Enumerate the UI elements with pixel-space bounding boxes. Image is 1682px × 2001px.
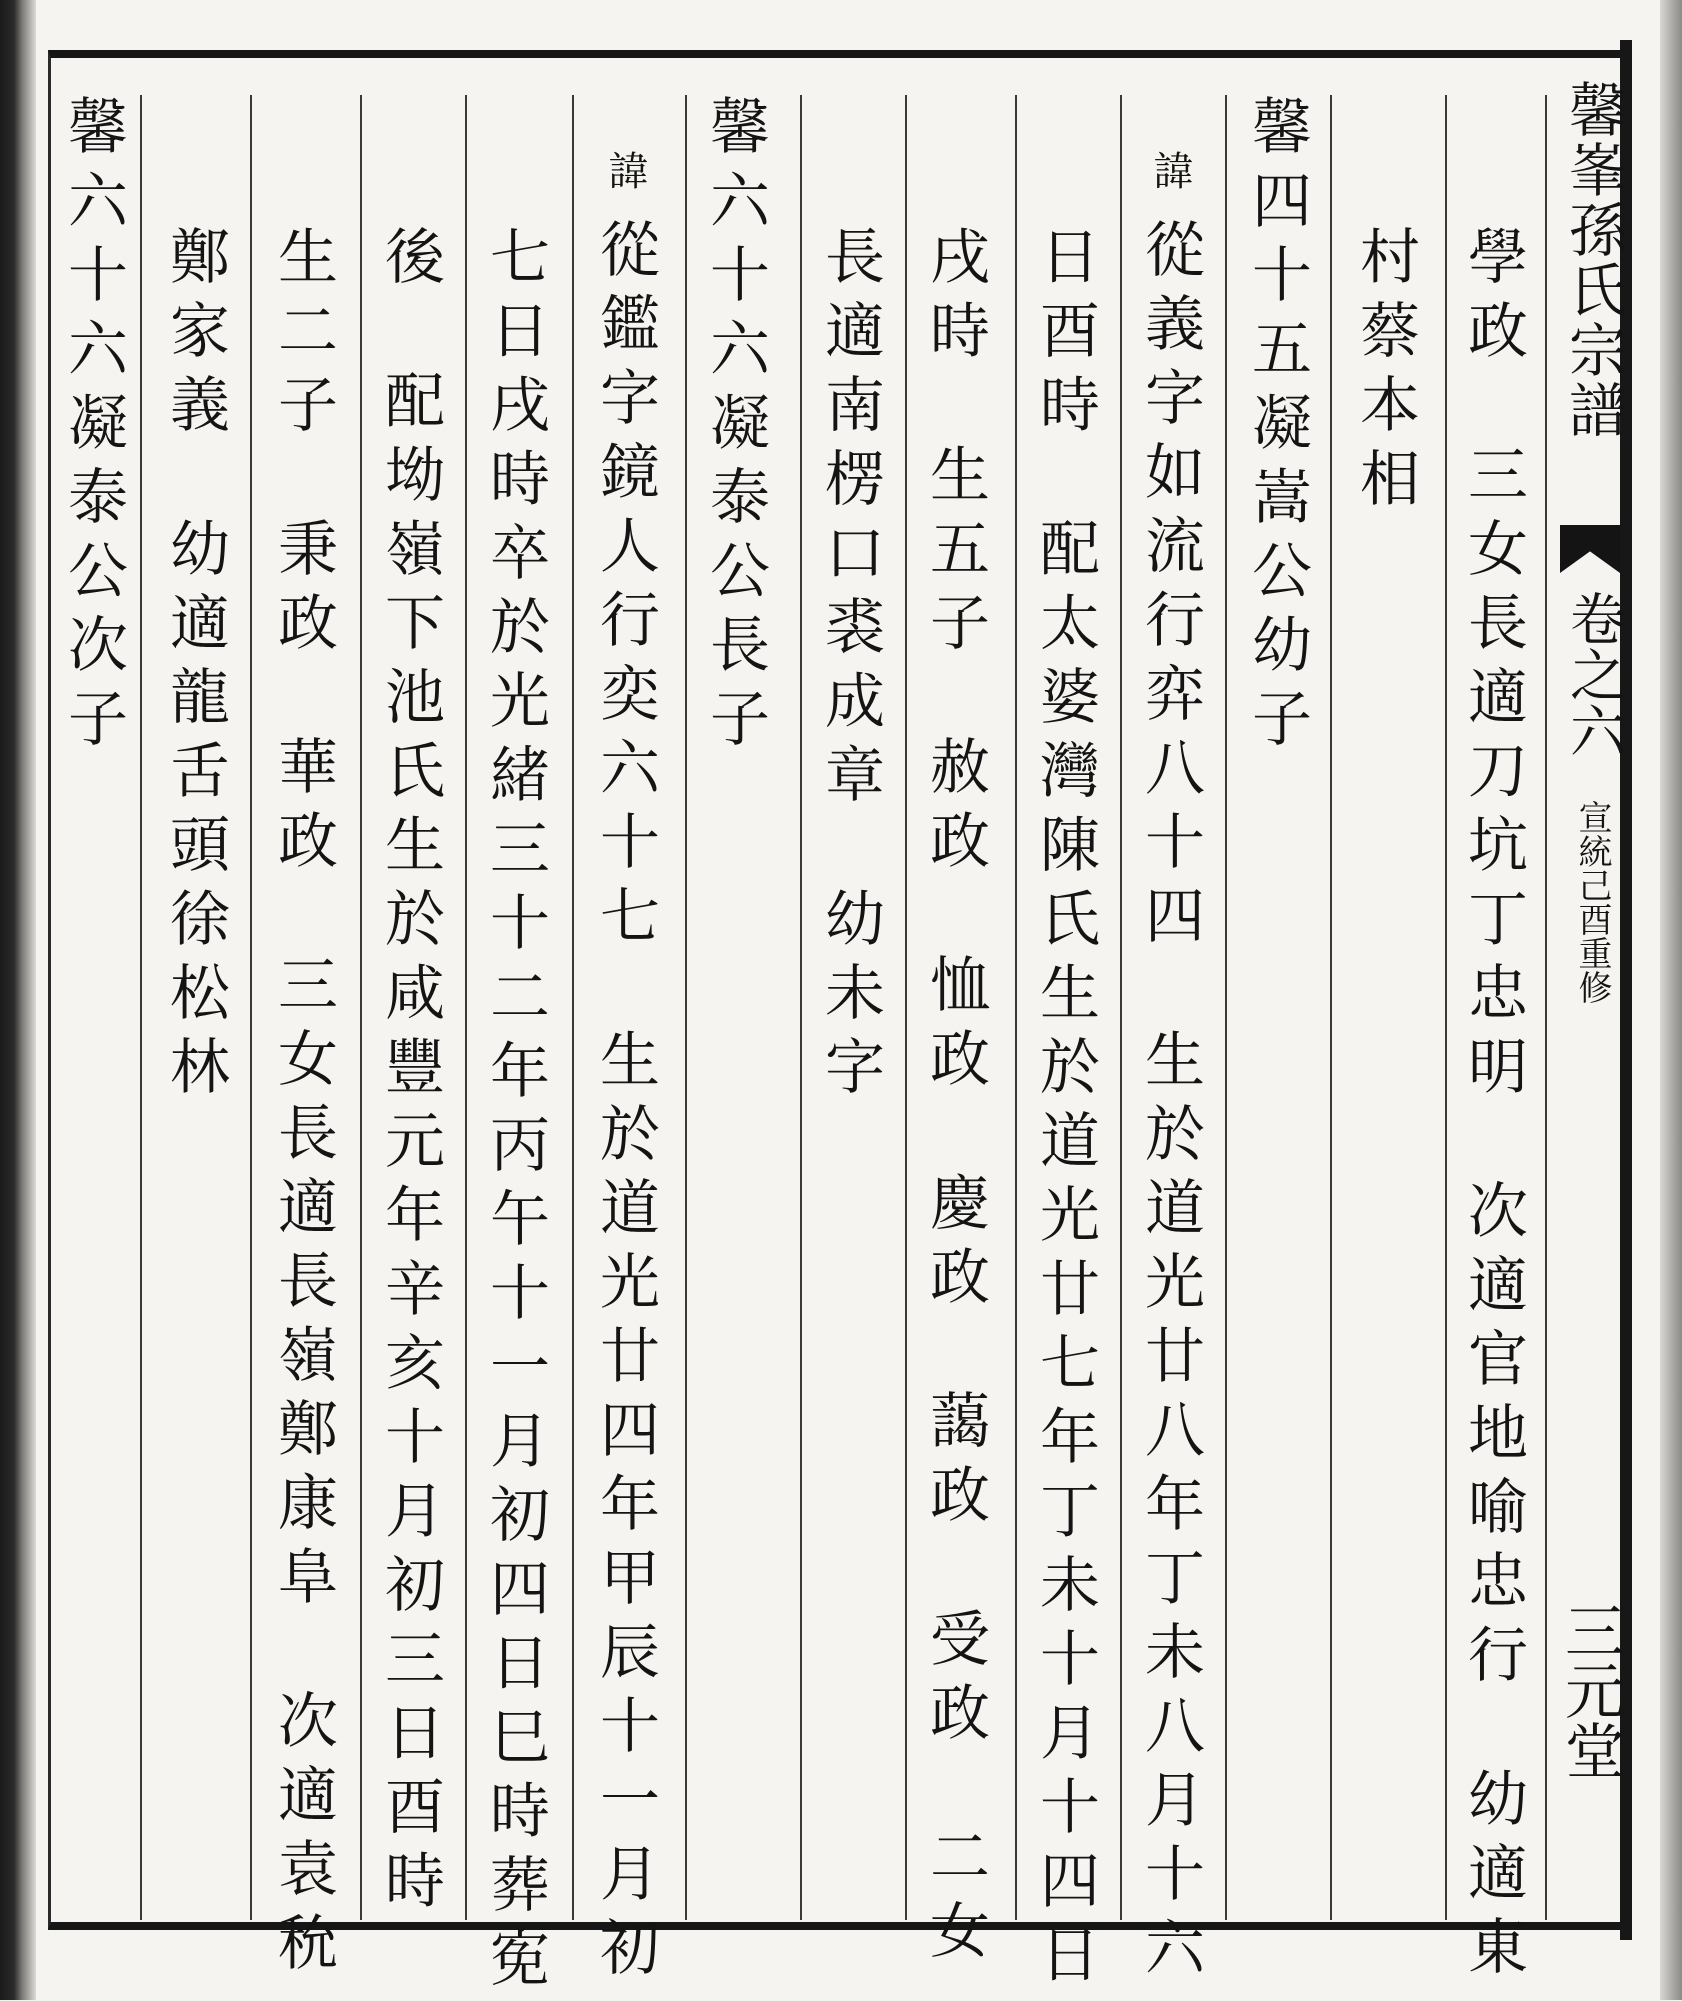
text-column-3 [1232,95,1322,761]
page-edge [1660,0,1682,2000]
column-rule [1330,95,1332,1920]
text-column-13 [150,225,240,1109]
column-text: 恤政 [920,953,990,1101]
volume-text: 卷之六 [1561,590,1626,758]
column-text: 次適袁𥝲 [268,1689,338,1985]
column-rule [572,95,574,1920]
column-text: 生五子 [920,443,990,665]
column-text: 幼適東 [1458,1767,1528,1989]
text-column-1 [1448,225,1538,1989]
column-text: 華政 [268,735,338,883]
column-text: 馨六十六凝泰公次子 [58,95,128,761]
column-rule [465,95,467,1920]
column-text: 二女 [920,1825,990,1973]
text-column-11 [365,225,455,1923]
column-text: 學政 [1458,225,1528,373]
text-column-6 [910,225,1000,1973]
column-text: 從義字如流行弈八十四 [1135,218,1205,958]
column-text: 生於道光廿四年甲辰十一月初 [590,1028,660,1990]
column-text: 幼未字 [815,887,885,1109]
book-title [1559,80,1627,440]
column-rule [1225,95,1227,1920]
hall-text: 三元堂 [1555,1600,1625,1780]
column-rule [1015,95,1017,1920]
column-text: 三女長適長嶺鄭康阜 [268,953,338,1619]
column-text: 從鑑字鏡人行奕六十七 [590,218,660,958]
text-column-7 [805,225,895,1109]
column-rule [1445,95,1447,1920]
text-column-10 [470,225,560,2001]
volume-label [1561,590,1626,758]
column-text: 長適南楞口裘成章 [815,225,885,817]
text-column-8 [690,95,780,761]
text-column-5 [1020,225,1110,1997]
column-text: 生於道光廿八年丁未八月十六 [1135,1028,1205,1990]
column-text: 戌時 [920,225,990,373]
column-text: 幼適龍舌頭徐松林 [160,517,230,1109]
column-rule [1545,95,1547,1920]
column-rule [250,95,252,1920]
column-text: 生二子 [268,225,338,447]
column-rule [905,95,907,1920]
text-column-9 [580,150,670,1990]
column-text: 日酉時 [1030,225,1100,447]
edition-note [1572,800,1612,1004]
column-text: 馨四十五凝嵩公幼子 [1242,95,1312,761]
title-text: 馨峯孫氏宗譜 [1559,80,1627,440]
column-text: 鄭家義 [160,225,230,447]
column-text: 配坳嶺下池氏生於咸豐元年辛亥十月初三日酉時 [375,369,445,1923]
column-text: 次適官地喻忠行 [1458,1179,1528,1697]
column-text: 七日戌時卒於光緒三十二年丙午十一月初四日巳時葬𡨚 [480,225,550,2001]
column-text: 慶政 [920,1171,990,1319]
column-text: 馨六十六凝泰公長子 [700,95,770,761]
text-column-12 [258,225,348,1985]
column-rule [140,95,142,1920]
column-rule [360,95,362,1920]
edition-text: 宣統己酉重修 [1572,800,1612,1004]
text-column-2 [1340,225,1430,521]
column-text: 秉政 [268,517,338,665]
column-text: 諱 [602,150,648,218]
column-text: 諱 [1147,150,1193,218]
column-text: 配太婆灣陳氏生於道光廿七年丁未十月十四日 [1030,517,1100,1997]
column-text: 赦政 [920,735,990,883]
column-text: 三女長適刀坑丁忠明 [1458,443,1528,1109]
column-rule [1120,95,1122,1920]
text-column-4 [1125,150,1215,1990]
column-text: 受政 [920,1607,990,1755]
column-text: 藹政 [920,1389,990,1537]
text-column-14 [48,95,138,761]
column-rule [800,95,802,1920]
column-text: 後 [375,225,445,299]
column-text: 村蔡本相 [1350,225,1420,521]
book-spine [0,0,36,2000]
column-rule [685,95,687,1920]
hall-name [1555,1600,1625,1780]
